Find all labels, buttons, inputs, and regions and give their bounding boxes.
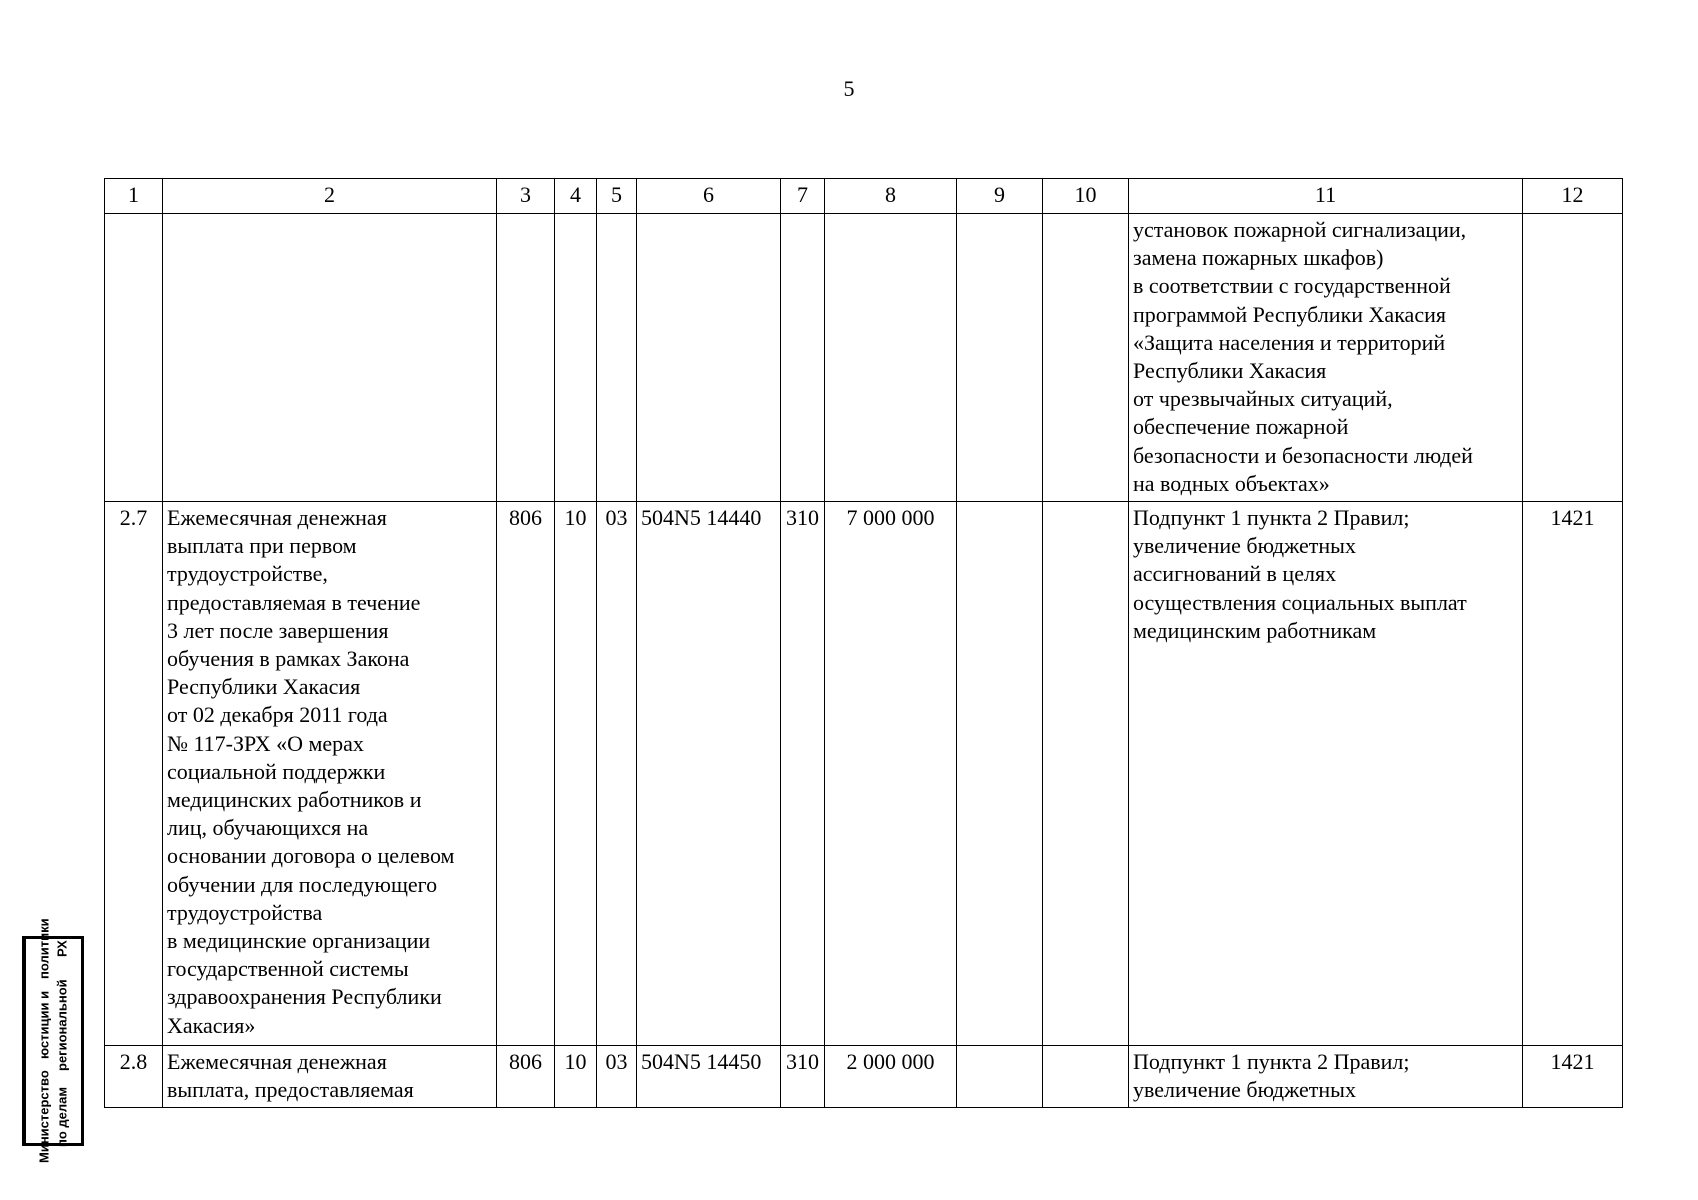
cell-col5 [597, 214, 637, 502]
ministry-stamp [22, 918, 84, 1164]
column-header: 5 [597, 179, 637, 214]
item-description [163, 214, 497, 502]
column-header: 8 [825, 179, 957, 214]
row-number [105, 214, 163, 502]
amount [825, 214, 957, 502]
column-header: 11 [1129, 179, 1523, 214]
column-header: 10 [1043, 179, 1129, 214]
column-header: 7 [781, 179, 825, 214]
cell-col9 [957, 502, 1043, 1046]
item-description: Ежемесячная денежная выплата, предоставляемая [163, 1046, 497, 1108]
cell-col6: 504N5 14440 [637, 502, 781, 1046]
column-header: 9 [957, 179, 1043, 214]
cell-col9 [957, 1046, 1043, 1108]
stamp-line: политики РХ [36, 918, 70, 980]
cell-col9 [957, 214, 1043, 502]
cell-col4 [555, 214, 597, 502]
cell-col7: 310 [781, 502, 825, 1046]
column-header: 12 [1523, 179, 1623, 214]
cell-col5: 03 [597, 1046, 637, 1108]
amount: 7 000 000 [825, 502, 957, 1046]
stamp-line: юстиции и региональной [36, 979, 70, 1071]
cell-col3: 806 [497, 1046, 555, 1108]
column-header: 3 [497, 179, 555, 214]
row-number: 2.8 [105, 1046, 163, 1108]
row-number: 2.7 [105, 502, 163, 1046]
cell-col6: 504N5 14450 [637, 1046, 781, 1108]
item-description: Ежемесячная денежная выплата при первом трудоустройстве, предоставляемая в течение 3 лет после завершения обучения в рамках Закона Республики Хакасия от 02 декабря 2011 года № 117-ЗРХ «О мерах социальной поддержки медицинских работников и лиц, обучающихся на основании договора о целевом обучении для последующего трудоустройства в медицинские организации государственной системы здравоохранения Республики Хакасия» [163, 502, 497, 1046]
cell-col3 [497, 214, 555, 502]
amount: 2 000 000 [825, 1046, 957, 1108]
cell-col4: 10 [555, 502, 597, 1046]
cell-col6 [637, 214, 781, 502]
code: 1421 [1523, 1046, 1623, 1108]
table-row [105, 214, 1623, 502]
table-row [105, 1046, 1623, 1108]
cell-col3: 806 [497, 502, 555, 1046]
justification-text: Подпункт 1 пункта 2 Правил; увеличение бюджетных ассигнований в целях осуществления социальных выплат медицинским работникам [1129, 502, 1523, 1046]
cell-col10 [1043, 214, 1129, 502]
cell-col10 [1043, 502, 1129, 1046]
code: 1421 [1523, 502, 1623, 1046]
justification-text: Подпункт 1 пункта 2 Правил; увеличение бюджетных [1129, 1046, 1523, 1108]
column-header: 2 [163, 179, 497, 214]
code [1523, 214, 1623, 502]
column-header: 6 [637, 179, 781, 214]
cell-col7: 310 [781, 1046, 825, 1108]
justification-text: установок пожарной сигнализации, замена пожарных шкафов) в соответствии с государственной программой Республики Хакасия «Защита населения и территорий Республики Хакасия от чрезвычайных ситуаций, обеспечение пожарной безопасности и безопасности людей на водных объектах» [1129, 214, 1523, 502]
cell-col5: 03 [597, 502, 637, 1046]
header-row [105, 179, 1623, 214]
budget-table [104, 178, 1623, 1108]
cell-col7 [781, 214, 825, 502]
column-header: 1 [105, 179, 163, 214]
column-header: 4 [555, 179, 597, 214]
cell-col10 [1043, 1046, 1129, 1108]
table-row [105, 502, 1623, 1046]
page-number: 5 [843, 76, 855, 101]
cell-col4: 10 [555, 1046, 597, 1108]
stamp-line: Министерство по делам [36, 1070, 70, 1164]
